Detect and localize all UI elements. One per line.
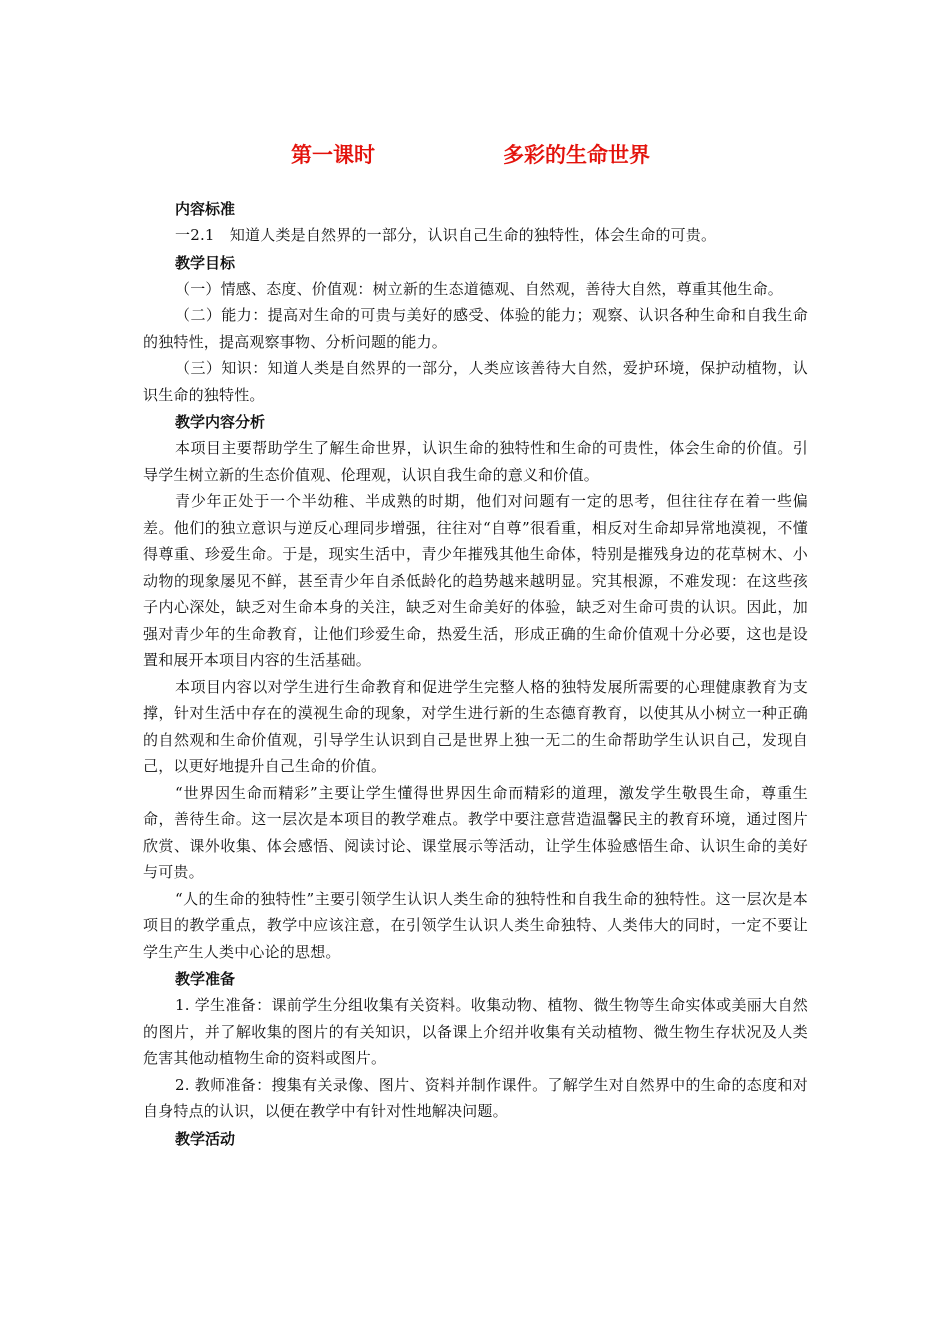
heading-teaching-goals: 教学目标 — [175, 253, 236, 272]
page-title — [0, 139, 950, 171]
heading-teaching-activities: 教学活动 — [175, 1129, 236, 1148]
goal-item: （三）知识：知道人类是自然界的一部分，人类应该善待大自然，爱护环境，保护动植物，认识生命的独特性。 — [143, 359, 808, 404]
heading-content-standard: 内容标准 — [175, 200, 236, 218]
standard-text: 一2.1 知道人类是自然界的一部分，认识自己生命的独特性，体会生命的可贵。 — [175, 226, 717, 244]
preparation-item: 1. 学生准备：课前学生分组收集有关资料。收集动物、植物、微生物等生命实体或美丽大自然的图片，并了解收集的图片的有关知识，以备课上介绍并收集有关动植物、微生物生存状况及人类危害其他动植物生命的资料或图片。 — [143, 996, 808, 1067]
analysis-paragraph: 青少年正处于一个半幼稚、半成熟的时期，他们对问题有一定的思考，但往往存在着一些偏差。他们的独立意识与逆反心理同步增强，往往对“自尊”很看重，相反对生命却异常地漠视，不懂得尊重、珍爱生命。于是，现实生活中，青少年摧残其他生命体，特别是摧残身边的花草树木、小动物的现象屡见不鲜，甚至青少年自杀低龄化的趋势越来越明显。究其根源，不难发现：在这些孩子内心深处，缺乏对生命本身的关注，缺乏对生命美好的体验，缺乏对生命可贵的认识。因此，加强对青少年的生命教育，让他们珍爱生命，热爱生活，形成正确的生命价值观十分必要，这也是设置和展开本项目内容的生活基础。 — [143, 492, 808, 669]
heading-teaching-preparation: 教学准备 — [175, 970, 236, 988]
title-topic: 多彩的生命世界 — [503, 143, 650, 167]
title-lesson-number: 第一课时 — [291, 143, 375, 167]
goal-item: （一）情感、态度、价值观：树立新的生态道德观、自然观，善待大自然，尊重其他生命。 — [175, 279, 784, 298]
analysis-paragraph: 本项目内容以对学生进行生命教育和促进学生完整人格的独特发展所需要的心理健康教育为支撑，针对生活中存在的漠视生命的现象，对学生进行新的生态德育教育，以使其从小树立一种正确的自然观和生命价值观，引导学生认识到自己是世界上独一无二的生命帮助学生认识自己，发现自己，以更好地提升自己生命的价值。 — [143, 677, 808, 775]
goal-item: （二）能力：提高对生命的可贵与美好的感受、体验的能力；观察、认识各种生命和自我生命的独特性，提高观察事物、分析问题的能力。 — [143, 306, 808, 351]
analysis-paragraph: 本项目主要帮助学生了解生命世界，认识生命的独特性和生命的可贵性，体会生命的价值。引导学生树立新的生态价值观、伦理观，认识自我生命的意义和价值。 — [143, 439, 808, 484]
preparation-item: 2. 教师准备：搜集有关录像、图片、资料并制作课件。了解学生对自然界中的生命的态度和对自身特点的认识，以便在教学中有针对性地解决问题。 — [143, 1075, 808, 1120]
analysis-paragraph: “世界因生命而精彩”主要让学生懂得世界因生命而精彩的道理，激发学生敬畏生命，尊重生命，善待生命。这一层次是本项目的教学难点。教学中要注意营造温馨民主的教育环境，通过图片欣赏、课外收集、体会感悟、阅读讨论、课堂展示等活动，让学生体验感悟生命、认识生命的美好与可贵。 — [143, 783, 808, 881]
analysis-paragraph: “人的生命的独特性”主要引领学生认识人类生命的独特性和自我生命的独特性。这一层次是本项目的教学重点，教学中应该注意，在引领学生认识人类生命独特、人类伟大的同时，一定不要让学生产生人类中心论的思想。 — [143, 889, 808, 961]
heading-content-analysis: 教学内容分析 — [175, 413, 266, 431]
document-body — [143, 195, 808, 1152]
